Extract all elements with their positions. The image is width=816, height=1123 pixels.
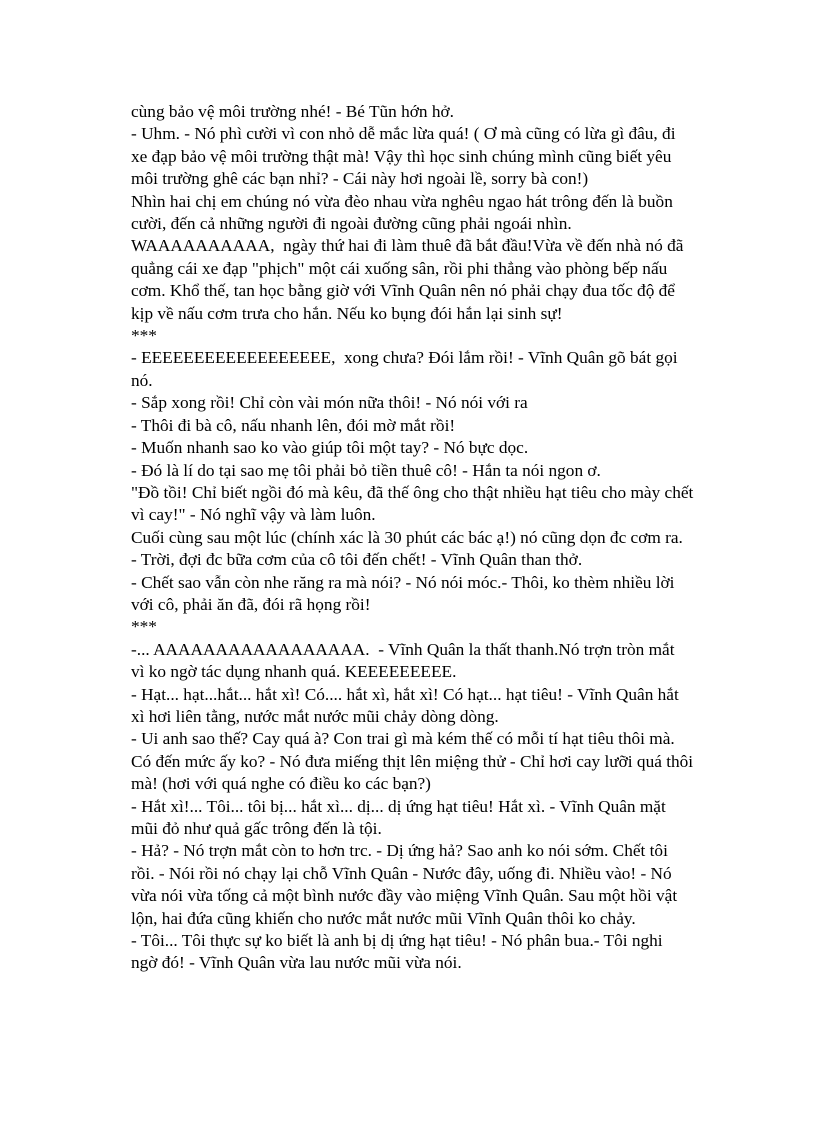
text-line: -... AAAAAAAAAAAAAAAAA. - Vĩnh Quân la thất thanh.Nó trợn tròn mắt <box>131 639 675 659</box>
text-line: - EEEEEEEEEEEEEEEEEE, xong chưa? Đói lắm rồi! - Vĩnh Quân gõ bát gọi <box>131 348 678 368</box>
text-line: cùng bảo vệ môi trường nhé! - Bé Tũn hớn hở. <box>131 102 454 121</box>
section-separator: *** <box>131 617 157 637</box>
text-line: vì ko ngờ tác dụng nhanh quá. KEEEEEEEEE. <box>131 662 457 682</box>
text-line: rồi. - Nói rồi nó chạy lại chỗ Vĩnh Quân - Nước đây, uống đi. Nhiều vào! - Nó <box>131 863 672 883</box>
text-line: ngờ đó! - Vĩnh Quân vừa lau nước mũi vừa nói. <box>131 953 462 973</box>
text-line: cơm. Khổ thế, tan học bằng giờ với Vĩnh Quân nên nó phải chạy đua tốc độ để <box>131 281 675 301</box>
text-line: nó. <box>131 370 153 390</box>
text-line: môi trường ghê các bạn nhỉ? - Cái này hơi ngoài lề, sorry bà con!) <box>131 169 589 189</box>
text-line: kịp về nấu cơm trưa cho hắn. Nếu ko bụng đói hắn lại sinh sự! <box>131 303 563 323</box>
text-line: vừa nói vừa tống cả một bình nước đầy vào miệng Vĩnh Quân. Sau một hồi vật <box>131 886 678 906</box>
text-line: - Chết sao vẫn còn nhe răng ra mà nói? - Nó nói móc.- Thôi, ko thèm nhiều lời <box>131 572 675 592</box>
text-line: - Hắt xì!... Tôi... tôi bị... hắt xì... dị... dị ứng hạt tiêu! Hắt xì. - Vĩnh Quân mặt <box>131 796 666 816</box>
text-line: - Đó là lí do tại sao mẹ tôi phải bỏ tiền thuê cô! - Hắn ta nói ngon ơ. <box>131 460 601 480</box>
text-line: WAAAAAAAAAA, ngày thứ hai đi làm thuê đã bắt đầu!Vừa về đến nhà nó đã <box>131 236 684 256</box>
text-line: vì cay!" - Nó nghĩ vậy và làm luôn. <box>131 505 376 525</box>
text-line: mũi đỏ như quả gấc trông đến là tội. <box>131 819 382 838</box>
text-line: với cô, phải ăn đã, đói rã họng rồi! <box>131 594 371 614</box>
text-line: lộn, hai đứa cũng khiến cho nước mắt nước mũi Vĩnh Quân thôi ko chảy. <box>131 908 636 928</box>
text-line: - Hả? - Nó trợn mắt còn to hơn trc. - Dị ứng hả? Sao anh ko nói sớm. Chết tôi <box>131 841 668 861</box>
text-line: Có đến mức ấy ko? - Nó đưa miếng thịt lên miệng thử - Chỉ hơi cay lưỡi quá thôi <box>131 751 694 771</box>
text-line: - Hạt... hạt...hắt... hắt xì! Có.... hắt xì, hắt xì! Có hạt... hạt tiêu! - Vĩnh Quân hắt <box>131 684 679 704</box>
text-line: quẳng cái xe đạp "phịch" một cái xuống sân, rồi phi thẳng vào phòng bếp nấu <box>131 258 668 278</box>
text-line: - Muốn nhanh sao ko vào giúp tôi một tay? - Nó bực dọc. <box>131 438 529 458</box>
text-line: - Tôi... Tôi thực sự ko biết là anh bị dị ứng hạt tiêu! - Nó phân bua.- Tôi nghi <box>131 931 663 951</box>
document-page <box>131 101 717 975</box>
text-line: cười, đến cả những người đi ngoài đường cũng phải ngoái nhìn. <box>131 214 572 234</box>
section-separator: *** <box>131 326 157 346</box>
text-line: Cuối cùng sau một lúc (chính xác là 30 phút các bác ạ!) nó cũng dọn đc cơm ra. <box>131 527 683 547</box>
text-line: mà! (hơi với quá nghe có điều ko các bạn?) <box>131 774 431 794</box>
text-line: - Uhm. - Nó phì cười vì con nhỏ dễ mắc lừa quá! ( Ơ mà cũng có lừa gì đâu, đi <box>131 124 676 144</box>
text-line: xì hơi liên tằng, nước mắt nước mũi chảy dòng dòng. <box>131 706 499 726</box>
text-line: - Thôi đi bà cô, nấu nhanh lên, đói mờ mắt rồi! <box>131 415 456 435</box>
text-line: - Sắp xong rồi! Chỉ còn vài món nữa thôi! - Nó nói với ra <box>131 393 528 413</box>
text-line: "Đồ tồi! Chỉ biết ngồi đó mà kêu, đã thế ông cho thật nhiều hạt tiêu cho mày chết <box>131 482 694 502</box>
text-line: xe đạp bảo vệ môi trường thật mà! Vậy thì học sinh chúng mình cũng biết yêu <box>131 146 672 166</box>
text-line: - Ui anh sao thế? Cay quá à? Con trai gì mà kém thế có mỗi tí hạt tiêu thôi mà. <box>131 729 675 749</box>
text-line: - Trời, đợi đc bữa cơm của cô tôi đến chết! - Vĩnh Quân than thở. <box>131 550 583 570</box>
text-line: Nhìn hai chị em chúng nó vừa đèo nhau vừa nghêu ngao hát trông đến là buồn <box>131 191 673 211</box>
